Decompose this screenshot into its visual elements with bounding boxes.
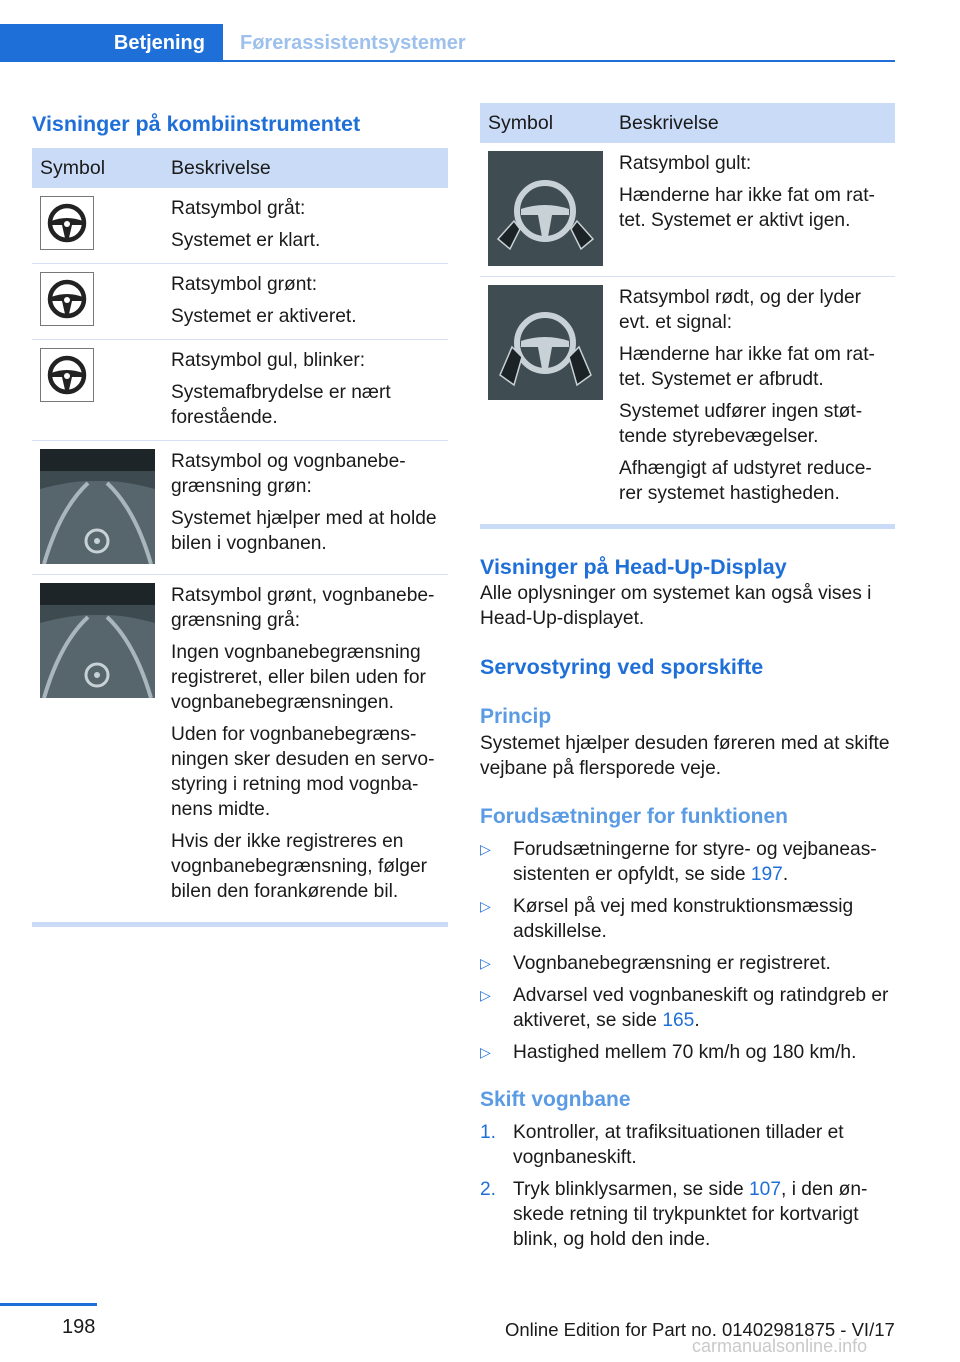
column-header-description: Beskrivelse [611, 103, 895, 143]
table-row [32, 188, 448, 264]
table-end-rule [32, 922, 448, 927]
right-column [480, 103, 895, 1259]
triangle-bullet-icon: ▷ [480, 841, 491, 857]
subsection-title-forudsaetninger: Forudsætninger for funktionen [480, 805, 788, 828]
row-line: Ratsymbol gul, blinker: [171, 350, 366, 371]
row-line: Ratsymbol og vognbanebe- grænsning grøn: [171, 451, 406, 497]
page-number: 198 [62, 1316, 96, 1338]
triangle-bullet-icon: ▷ [480, 987, 491, 1003]
tab-forerassistentsystemer[interactable]: Førerassistentsystemer [240, 31, 466, 54]
subsection-title-princip: Princip [480, 705, 552, 728]
section-title-hud: Visninger på Head-Up-Display [480, 555, 787, 579]
section-title-kombiinstrument: Visninger på kombiinstrumentet [32, 111, 361, 136]
triangle-bullet-icon: ▷ [480, 955, 491, 971]
list-item: ▷ Forudsætningerne for styre- og vejbaneas- sistenten er opfyldt, se side 197. [480, 839, 877, 885]
page-link[interactable]: 165 [662, 1010, 695, 1031]
column-header-symbol: Symbol [32, 148, 163, 188]
tab-betjening[interactable]: Betjening [0, 24, 223, 62]
table-row [32, 264, 448, 340]
row-line: Ratsymbol grønt: [171, 274, 318, 295]
row-line: Hænderne har ikke fat om rat- tet. Systemet er aktivt igen. [619, 185, 875, 231]
column-header-symbol: Symbol [480, 103, 611, 143]
row-line: Ingen vognbanebegrænsning registreret, eller bilen uden for vognbanebegrænsningen. [171, 642, 426, 713]
steering-wheel-gray-icon [40, 196, 94, 250]
table-row [32, 441, 448, 575]
hands-off-yellow-icon [488, 151, 603, 266]
left-column [32, 100, 448, 927]
symbol-table-right [480, 103, 895, 516]
row-line: Systemet hjælper med at holde bilen i vognbanen. [171, 508, 437, 554]
list-item: ▷ Hastighed mellem 70 km/h og 180 km/h. [480, 1042, 857, 1063]
row-line: Ratsymbol gråt: [171, 198, 306, 219]
row-line: Ratsymbol gult: [619, 153, 752, 174]
hud-text: Alle oplysninger om systemet kan også vises i Head-Up-displayet. [480, 583, 872, 629]
princip-text: Systemet hjælper desuden føreren med at skifte vejbane på flersporede veje. [480, 733, 890, 779]
row-line: Ratsymbol grønt, vognbanebe- grænsning grå: [171, 585, 435, 631]
table-row [480, 143, 895, 277]
section-title-servostyring: Servostyring ved sporskifte [480, 655, 764, 679]
row-line: Systemafbrydelse er nært forestående. [171, 382, 391, 428]
requirements-list [480, 837, 895, 1065]
row-line: Uden for vognbanebegræns- ningen sker desuden en servo- styring i retning mod vognba- nens midte. [171, 724, 435, 820]
triangle-bullet-icon: ▷ [480, 898, 491, 914]
row-line: Ratsymbol rødt, og der lyder evt. et signal: [619, 287, 862, 333]
triangle-bullet-icon: ▷ [480, 1044, 491, 1060]
row-line: Hvis der ikke registreres en vognbanebegrænsning, følger bilen den forankørende bil. [171, 831, 428, 902]
row-line: Systemet er klart. [171, 230, 321, 251]
edition-text: Online Edition for Part no. 01402981875 - VI/17 [505, 1319, 895, 1340]
lane-green-steering-icon [40, 449, 155, 564]
hands-off-red-icon [488, 285, 603, 400]
column-header-description: Beskrivelse [163, 148, 448, 188]
table-row [480, 277, 895, 517]
table-row [32, 575, 448, 915]
list-item: 2. Tryk blinklysarmen, se side 107, i den øn- skede retning til trykpunktet for kortvarigt blink, og hold den inde. [480, 1179, 868, 1250]
chapter-header [0, 24, 895, 62]
watermark: carmanualsonline.info [692, 1336, 868, 1356]
lane-gray-steering-icon [40, 583, 155, 698]
row-line: Systemet er aktiveret. [171, 306, 357, 327]
subsection-title-skift-vognbane: Skift vognbane [480, 1088, 631, 1111]
symbol-table-left [32, 148, 448, 914]
row-line: Systemet udfører ingen støt- tende styrebevægelser. [619, 401, 863, 447]
footer-rule [0, 1303, 97, 1306]
steering-wheel-green-icon [40, 272, 94, 326]
list-item: ▷ Advarsel ved vognbaneskift og ratindgreb er aktiveret, se side 165. [480, 985, 889, 1031]
row-line: Afhængigt af udstyret reduce- rer systemet hastigheden. [619, 458, 872, 504]
header-rule [0, 60, 895, 62]
list-item: ▷ Kørsel på vej med konstruktionsmæssig adskillelse. [480, 896, 854, 942]
list-item: 1. Kontroller, at trafiksituationen tillader et vognbaneskift. [480, 1122, 844, 1168]
row-line: Hænderne har ikke fat om rat- tet. Systemet er afbrudt. [619, 344, 875, 390]
steps-list [480, 1120, 895, 1252]
table-row [32, 340, 448, 441]
list-item: ▷ Vognbanebegrænsning er registreret. [480, 953, 831, 974]
page-link[interactable]: 107 [749, 1179, 782, 1200]
page-link[interactable]: 197 [750, 864, 783, 885]
steering-wheel-yellow-icon [40, 348, 94, 402]
